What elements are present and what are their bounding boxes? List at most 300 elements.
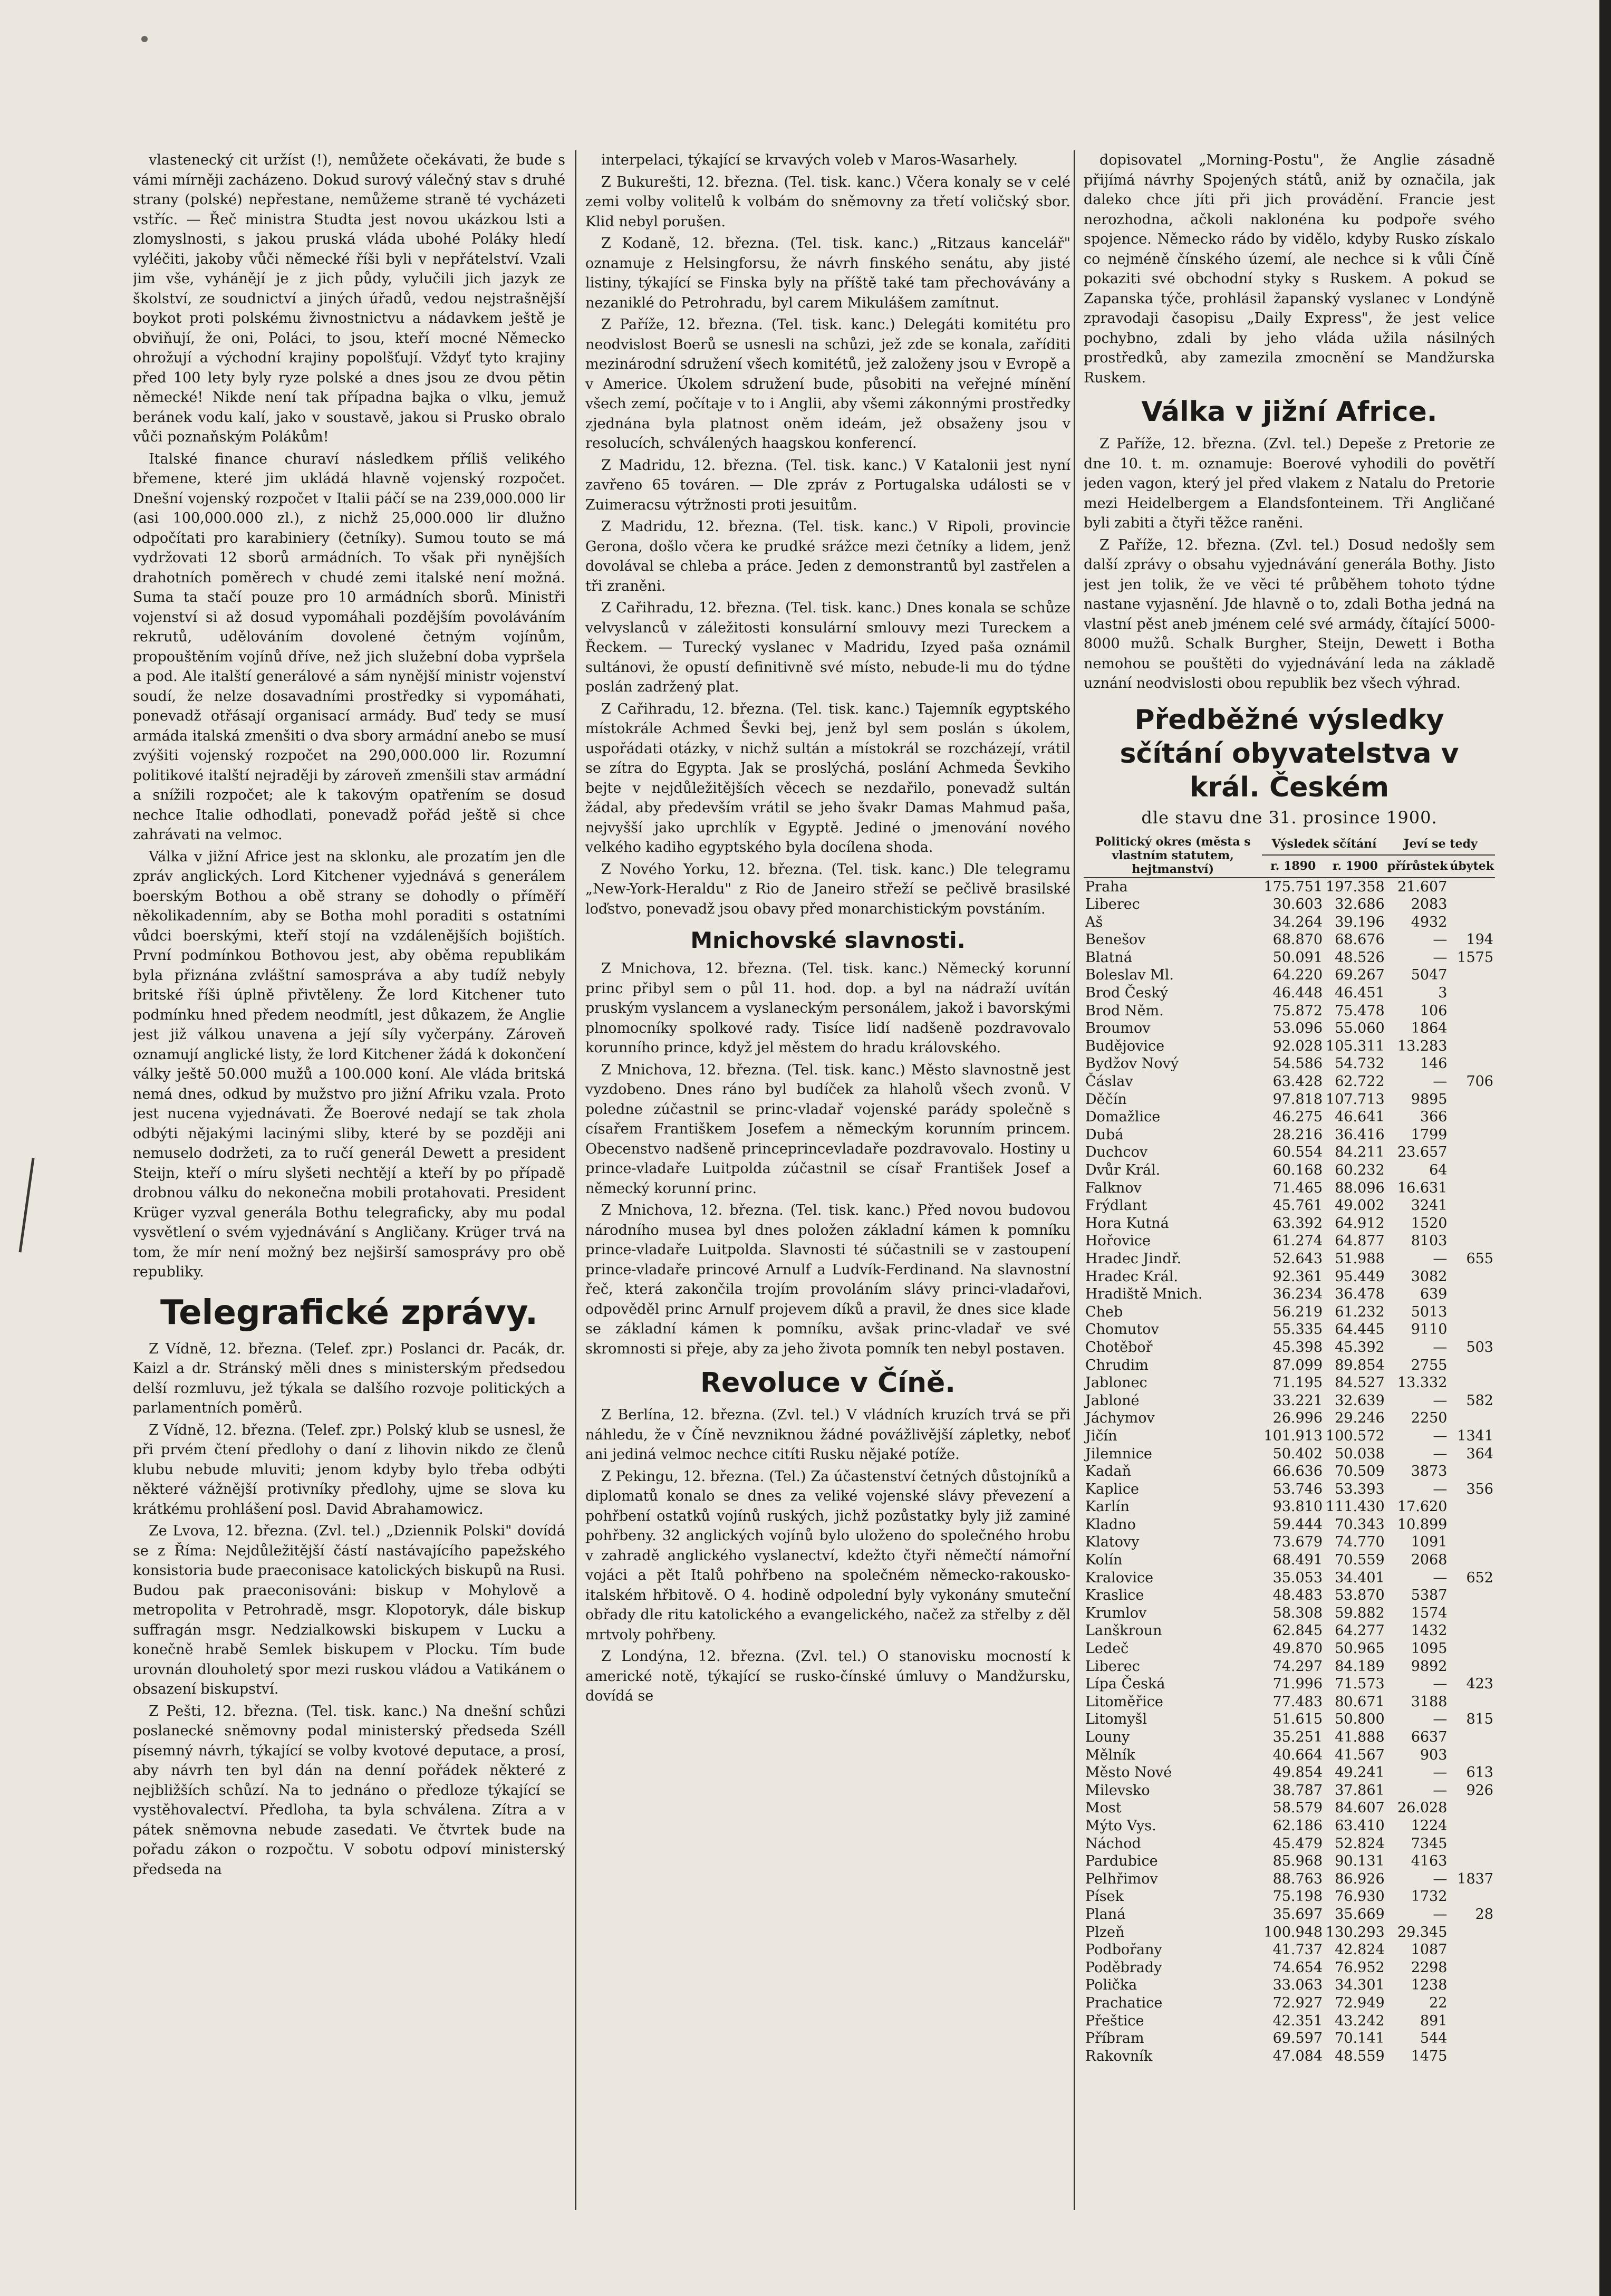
district-name: Brod Něm. bbox=[1085, 1002, 1164, 1019]
district-name: Náchod bbox=[1085, 1835, 1141, 1852]
census-value: 61.274 bbox=[1272, 1233, 1323, 1250]
census-value: 5387 bbox=[1411, 1587, 1448, 1604]
census-row bbox=[1084, 1339, 1495, 1357]
district-name: Kaplice bbox=[1085, 1481, 1139, 1497]
census-value: 87.099 bbox=[1272, 1357, 1323, 1373]
district-name: Klatovy bbox=[1085, 1534, 1140, 1551]
district-name: Jabloné bbox=[1085, 1392, 1140, 1409]
census-value: 40.664 bbox=[1272, 1746, 1323, 1763]
census-value: 52.643 bbox=[1272, 1250, 1323, 1267]
telegram-paragraph: Z Mnichova, 12. března. (Tel. tisk. kanc.) Město slavnostně jest vyzdobeno. Dnes ráno byl budíček za hlaholů všech zvonů. V poledne zúčastnil se princ-vladař vojenské parády společně s císařem Františkem Josefem a německým korunním princem. Obecenstvo nadšeně princeprincevladaře pozdravovalo. Hostiny u prince-vladaře Luitpolda zúčastnil se císař František Josef a německý korunní princ. bbox=[585, 1061, 1070, 1197]
census-value: 39.196 bbox=[1335, 914, 1385, 930]
census-value: 655 bbox=[1466, 1250, 1493, 1267]
census-value: 1238 bbox=[1411, 1977, 1448, 1994]
district-name: Frýdlant bbox=[1085, 1197, 1147, 1214]
census-value: 423 bbox=[1466, 1676, 1493, 1693]
district-name: Příbram bbox=[1085, 2030, 1144, 2047]
district-name: Dubá bbox=[1085, 1126, 1124, 1143]
census-value bbox=[1449, 1091, 1495, 1109]
census-row bbox=[1084, 1215, 1495, 1233]
census-row bbox=[1084, 1126, 1495, 1144]
census-column-header: přírůstek bbox=[1386, 855, 1449, 877]
census-value: — bbox=[1433, 1764, 1448, 1781]
telegram-paragraph: Z Paříže, 12. března. (Zvl. tel.) Depeše z Pretorie ze dne 10. t. m. oznamuje: Boerové vyhodili do povětří jeden vagon, který jel před vlakem z Natalu do Pretorie mezi Heidelbergem a Elandsfonteinem. Tři Angličané byli zabiti a čtyři těžce raněni. bbox=[1084, 436, 1495, 531]
column-rule-1 bbox=[575, 150, 576, 2210]
census-value: 70.141 bbox=[1335, 2030, 1385, 2047]
census-value: 64.277 bbox=[1335, 1622, 1385, 1639]
census-value: 7345 bbox=[1411, 1835, 1448, 1852]
census-column-header: úbytek bbox=[1449, 855, 1495, 877]
district-name: Liberec bbox=[1085, 896, 1140, 913]
census-column-header: Politický okres (města s vlastním statutem, hejtmanství) bbox=[1084, 834, 1262, 878]
district-name: Hořovice bbox=[1085, 1233, 1151, 1250]
census-value: 53.393 bbox=[1335, 1481, 1385, 1497]
census-value bbox=[1449, 2012, 1495, 2030]
census-value: 56.219 bbox=[1272, 1303, 1323, 1320]
census-value bbox=[1449, 1640, 1495, 1658]
census-value bbox=[1449, 1516, 1495, 1534]
census-value: 356 bbox=[1466, 1481, 1493, 1497]
census-value: 38.787 bbox=[1272, 1782, 1323, 1799]
census-value: 66.636 bbox=[1272, 1463, 1323, 1480]
census-value: 42.824 bbox=[1335, 1942, 1385, 1958]
census-column-header: Výsledek sčítání bbox=[1262, 834, 1386, 856]
article-paragraph: Válka v jižní Africe jest na sklonku, ale prozatím jen dle zpráv anglických. Lord Kitchener vyjednává s generálem boerským Bothou a obě strany se dohodly o příměří několikadenním, aby se Botha mohl poraditi s ostatními vůdci boerskými, kteří stojí na vzdálenějších bojištích. První podmínkou Bothovou jest, aby oběma republikám byla přiznána zvláštní samospráva a aby tudíž nebyly britské říši úplně přivtěleny. Že lord Kitchener tuto podmínku hned předem neodmítl, jest důkazem, že Anglie jest již válkou unavena a její síly vyčerpány. Zároveň oznamují anglické listy, že lord Kitchener žádá k dokončení války ještě 50.000 mužů a 100.000 koní. Ale vláda britská nemá dnes, odkud by mužstvo pro jižní Afriku vzala. Proto jest nucena vyjednávati. Že Boerové nedají se tak zhola odbýti nějakými lacinými sliby, které by se později ani nemuselo dodržeti, za to ručí generál Dewett a president Steijn, kteří o míru slyšeti nechtějí a kteří by po případě drobnou válku do nekonečna mobili protahovati. President Krüger vyzval generála Bothu telegraficky, aby mu podal vysvětlení o svém vyjednávání s Angličany. Krüger trvá na tom, že mír není možný bez nejširší samosprávy pro obě republiky. bbox=[133, 848, 565, 1280]
district-name: Čáslav bbox=[1085, 1073, 1133, 1090]
census-value: 35.251 bbox=[1272, 1729, 1323, 1745]
census-value: 42.351 bbox=[1272, 2012, 1323, 2029]
census-row bbox=[1084, 1250, 1495, 1268]
census-value: 68.870 bbox=[1272, 931, 1323, 948]
district-name: Milevsko bbox=[1085, 1782, 1150, 1799]
census-value bbox=[1449, 1357, 1495, 1375]
census-value bbox=[1449, 1002, 1495, 1020]
census-value: 46.275 bbox=[1272, 1109, 1323, 1126]
census-value bbox=[1449, 1817, 1495, 1835]
district-name: Lanškroun bbox=[1085, 1622, 1162, 1639]
district-name: Pelhřimov bbox=[1085, 1870, 1158, 1887]
census-row bbox=[1084, 1516, 1495, 1534]
census-value: 1224 bbox=[1411, 1817, 1448, 1834]
census-value: 50.091 bbox=[1272, 949, 1323, 966]
census-value bbox=[1449, 2030, 1495, 2048]
census-row bbox=[1084, 1764, 1495, 1782]
census-value bbox=[1449, 1463, 1495, 1481]
census-value: 130.293 bbox=[1326, 1924, 1385, 1940]
census-value: 17.620 bbox=[1397, 1498, 1448, 1515]
census-value: 93.810 bbox=[1272, 1498, 1323, 1515]
census-row bbox=[1084, 949, 1495, 967]
census-value: 48.483 bbox=[1272, 1587, 1323, 1604]
telegram-paragraph: Z Vídně, 12. března. (Telef. zpr.) Poslanci dr. Pacák, dr. Kaizl a dr. Stránský měli dnes s ministerským předsedou delší rozmluvu, jež týkala se dalšího rozvoje politických a parlamentních poměrů. bbox=[133, 1340, 565, 1416]
census-value: 3873 bbox=[1411, 1463, 1448, 1480]
telegram-paragraph: Z Mnichova, 12. března. (Tel. tisk. kanc.) Německý korunní princ přibyl sem o půl 11. hod. dop. a byl na nádraží uvítán pruským vyslancem a vyslaneckým personálem, jakož i bavorskými plnomocníky spolkové rady. Tisíce lidí nadšeně pozdravovalo korunního prince, když jel městem do hradu královského. bbox=[585, 960, 1070, 1056]
census-row bbox=[1084, 1746, 1495, 1764]
column-3 bbox=[1084, 150, 1495, 2065]
district-name: Aš bbox=[1085, 914, 1103, 930]
census-row bbox=[1084, 1799, 1495, 1817]
census-value: 10.899 bbox=[1397, 1516, 1448, 1533]
census-value bbox=[1449, 1144, 1495, 1161]
census-value: 5013 bbox=[1411, 1303, 1448, 1320]
census-value: 74.654 bbox=[1272, 1959, 1323, 1976]
census-value: 84.607 bbox=[1335, 1800, 1385, 1817]
district-name: Prachatice bbox=[1085, 1994, 1163, 2011]
census-value bbox=[1449, 1835, 1495, 1853]
census-value: 59.882 bbox=[1335, 1605, 1385, 1621]
census-value bbox=[1449, 1108, 1495, 1126]
census-row bbox=[1084, 2030, 1495, 2048]
census-value: 613 bbox=[1466, 1764, 1493, 1781]
district-name: Mělník bbox=[1085, 1746, 1135, 1763]
article-paragraph: dopisovatel „Morning-Postu", že Anglie zásadně přijímá návrhy Spojených států, aniž by označila, jak daleko chce jíti při jich provádění. Francie jest nerozhodna, ačkoli naklonéna ku podpoře svého spojence. Německo rádo by vidělo, kdyby Rusko získalo co nejméně čínského území, ale nechce si k vůli Číně pokaziti své obchodní styky s Ruskem. A pokud se Zapanska týče, prohlásil žapanský vyslanec v Londýně zpravodaji časopisu „Daily Express", že jest velice pochybno, zdali by jeho vláda užila násilných prostředků, aby zamezila zmocnění se Mandžurska Ruskem. bbox=[1084, 152, 1495, 386]
census-value: 639 bbox=[1420, 1286, 1448, 1303]
census-value: 50.402 bbox=[1272, 1445, 1323, 1462]
census-value: 2250 bbox=[1411, 1410, 1448, 1427]
district-name: Hradec Král. bbox=[1085, 1268, 1178, 1285]
census-value: 60.232 bbox=[1335, 1162, 1385, 1178]
census-value: 32.639 bbox=[1335, 1392, 1385, 1409]
census-value: 55.060 bbox=[1335, 1020, 1385, 1037]
telegram-paragraph: Z Madridu, 12. března. (Tel. tisk. kanc.) V Ripoli, provincie Gerona, došlo včera ke prudké srážce mezi četníky a lidem, jenž dovolával se chleba a práce. Jeden z demonstrantů byl zastřelen a tři zraněni. bbox=[585, 518, 1070, 594]
census-value: 51.988 bbox=[1335, 1250, 1385, 1267]
census-value: 49.241 bbox=[1335, 1764, 1385, 1781]
telegram-paragraph: Z Pešti, 12. března. (Tel. tisk. kanc.) Na dnešní schůzi poslanecké sněmovny podal ministerský předseda Széll písemný návrh, týkající se volby kvotové deputace, a prosí, aby návrh ten byl dán na denní pořádek některé z nejbližších schůzí. Na to jednáno o předloze týkající se vystěhovalectví. Předloha, ta byla schválena. Zítra a v pátek sněmovna nebude zasedati. Ve čtvrtek bude na pořadu zákon o rozpočtu. V sobotu odpoví ministerský předseda na bbox=[133, 1703, 565, 1878]
census-value: 35.669 bbox=[1335, 1906, 1385, 1923]
census-value: 49.002 bbox=[1335, 1197, 1385, 1214]
census-value: 26.996 bbox=[1272, 1410, 1323, 1427]
census-row bbox=[1084, 1445, 1495, 1463]
census-row bbox=[1084, 1711, 1495, 1728]
page-edge-shadow bbox=[1599, 0, 1611, 2296]
census-value: — bbox=[1433, 949, 1448, 966]
district-name: Kraslice bbox=[1085, 1587, 1144, 1604]
census-row bbox=[1084, 1622, 1495, 1640]
census-value: 45.761 bbox=[1272, 1197, 1323, 1214]
telegram-paragraph: Z Paříže, 12. března. (Zvl. tel.) Dosud nedošly sem další zprávy o obsahu vyjednávání generála Bothy. Jisto jest jen tolik, že ve věci té průběhem tohoto týdne nastane vyjasnění. Jde hlavně o to, zdali Botha jedná na vlastní pěst aneb jménem celé své armády, čítající 5000-8000 mužů. Schalk Burgher, Steijn, Dewett i Botha nemohou se pouštěti do vyjednávání leda na základě uznání neodvislosti obou republik bez všech výhrad. bbox=[1084, 536, 1495, 691]
census-row bbox=[1084, 1055, 1495, 1073]
census-value: 891 bbox=[1420, 2012, 1448, 2029]
census-value: 22 bbox=[1429, 1994, 1448, 2011]
census-value: 71.573 bbox=[1335, 1676, 1385, 1693]
census-value: 544 bbox=[1420, 2030, 1448, 2047]
district-name: Bydžov Nový bbox=[1085, 1055, 1179, 1072]
census-row bbox=[1084, 1605, 1495, 1622]
census-value: 90.131 bbox=[1335, 1853, 1385, 1870]
census-value: 64.445 bbox=[1335, 1321, 1385, 1338]
census-value: 73.679 bbox=[1272, 1534, 1323, 1551]
census-row bbox=[1084, 1073, 1495, 1091]
census-value bbox=[1449, 1179, 1495, 1197]
census-value: 92.028 bbox=[1272, 1037, 1323, 1054]
district-name: Louny bbox=[1085, 1729, 1130, 1745]
census-column-header: Jeví se tedy bbox=[1386, 834, 1495, 856]
census-value: 50.800 bbox=[1335, 1711, 1385, 1728]
census-value: 1837 bbox=[1457, 1870, 1493, 1887]
census-value: — bbox=[1433, 931, 1448, 948]
census-value bbox=[1449, 914, 1495, 931]
census-value: 63.392 bbox=[1272, 1215, 1323, 1232]
census-value: 32.686 bbox=[1335, 896, 1385, 913]
census-value: 34.301 bbox=[1335, 1977, 1385, 1994]
district-name: Most bbox=[1085, 1800, 1122, 1817]
census-value: 29.246 bbox=[1335, 1410, 1385, 1427]
census-row bbox=[1084, 1569, 1495, 1587]
district-name: Brod Český bbox=[1085, 985, 1168, 1002]
census-column-header: r. 1900 bbox=[1324, 855, 1386, 877]
census-row bbox=[1084, 931, 1495, 949]
census-row bbox=[1084, 1693, 1495, 1711]
census-value: 3188 bbox=[1411, 1693, 1448, 1710]
census-row bbox=[1084, 896, 1495, 914]
census-value: — bbox=[1433, 1445, 1448, 1462]
census-value: 49.854 bbox=[1272, 1764, 1323, 1781]
section-heading-war: Válka v jižní Africe. bbox=[1141, 396, 1438, 428]
census-value bbox=[1449, 1693, 1495, 1711]
census-value: 59.444 bbox=[1272, 1516, 1323, 1533]
census-value: 45.392 bbox=[1335, 1339, 1385, 1356]
census-value: 70.509 bbox=[1335, 1463, 1385, 1480]
census-value: 88.763 bbox=[1272, 1870, 1323, 1887]
census-value: 3082 bbox=[1411, 1268, 1448, 1285]
district-name: Chrudim bbox=[1085, 1357, 1149, 1373]
census-value: 652 bbox=[1466, 1569, 1493, 1586]
telegram-paragraph: Z Paříže, 12. března. (Tel. tisk. kanc.) Delegáti komitétu pro neodvislost Boerů se usnesli na schůzi, jež zde se konala, zaříditi mezinárodní sdružení všech komitétů, jež založeny jsou v Evropě a v Americe. Úkolem sdružení bude, působiti na veřejné mínění všech zemí, počítaje v to i Anglii, aby všemi zákonnými prostředky zjednána byla platnost oněm ideám, jež obsaženy jsou v resolucích, schválených haagskou konferencí. bbox=[585, 316, 1070, 451]
census-subheading: dle stavu dne 31. prosince 1900. bbox=[1141, 807, 1438, 828]
census-value: 1864 bbox=[1411, 1020, 1448, 1037]
census-row bbox=[1084, 1481, 1495, 1498]
census-value: 63.428 bbox=[1272, 1073, 1323, 1090]
census-value bbox=[1449, 1799, 1495, 1817]
census-row bbox=[1084, 1782, 1495, 1800]
census-value: 29.345 bbox=[1397, 1924, 1448, 1940]
census-value: 175.751 bbox=[1263, 878, 1323, 895]
census-value: 84.211 bbox=[1335, 1144, 1385, 1161]
district-name: Mýto Vys. bbox=[1085, 1817, 1156, 1834]
census-value: 2068 bbox=[1411, 1552, 1448, 1569]
census-value: 1475 bbox=[1411, 2048, 1448, 2064]
census-value: — bbox=[1433, 1427, 1448, 1444]
census-value: 64.912 bbox=[1335, 1215, 1385, 1232]
census-row bbox=[1084, 1285, 1495, 1303]
census-row bbox=[1084, 1835, 1495, 1853]
census-value: 35.053 bbox=[1272, 1569, 1323, 1586]
district-name: Plzeň bbox=[1085, 1924, 1125, 1940]
census-value: 76.930 bbox=[1335, 1888, 1385, 1905]
census-value: 43.242 bbox=[1335, 2012, 1385, 2029]
census-value: 75.872 bbox=[1272, 1002, 1323, 1019]
district-name: Ledeč bbox=[1085, 1640, 1129, 1657]
census-value: 60.554 bbox=[1272, 1144, 1323, 1161]
census-value: 1095 bbox=[1411, 1640, 1448, 1657]
district-name: Přeštice bbox=[1085, 2012, 1144, 2029]
census-row bbox=[1084, 1959, 1495, 1977]
census-row bbox=[1084, 1392, 1495, 1410]
census-value: 76.952 bbox=[1335, 1959, 1385, 1976]
census-value: 9110 bbox=[1411, 1321, 1448, 1338]
census-row bbox=[1084, 1197, 1495, 1215]
census-row bbox=[1084, 1409, 1495, 1427]
census-value: — bbox=[1433, 1073, 1448, 1090]
census-value: — bbox=[1433, 1481, 1448, 1497]
census-value: 45.398 bbox=[1272, 1339, 1323, 1356]
district-name: Falknov bbox=[1085, 1179, 1142, 1196]
census-row bbox=[1084, 1852, 1495, 1870]
district-name: Podbořany bbox=[1085, 1942, 1162, 1958]
census-value bbox=[1449, 1728, 1495, 1746]
census-value: 71.465 bbox=[1272, 1179, 1323, 1196]
census-value bbox=[1449, 1303, 1495, 1321]
census-value: 106 bbox=[1420, 1002, 1448, 1019]
census-value: 16.631 bbox=[1397, 1179, 1448, 1196]
telegram-paragraph: Z Bukurešti, 12. března. (Tel. tisk. kanc.) Včera konaly se v celé zemi volby volitelů k volbám do sněmovny za třetí voličský sbor. Klid nebyl porušen. bbox=[585, 174, 1070, 230]
census-value: 46.448 bbox=[1272, 985, 1323, 1002]
census-value bbox=[1449, 1746, 1495, 1764]
district-name: Rakovník bbox=[1085, 2048, 1153, 2064]
article-paragraph: Italské finance churaví následkem příliš velikého břemene, které jim ukládá hlavně vojenský rozpočet. Dnešní vojenský rozpočet v Italii páčí se na 239,000.000 lir (asi 100,000.000 zl.), z nichž 25,000.000 lir dlužno odpočítati pro karabiniery (četníky). Sumou touto se má vydržovati 12 sborů armádních. To však při nynějších drahotních poměrech v chudé zemi italské není možná. Suma ta stačí pouze pro 10 armádních sborů. Ministři vojenství si až dosud vypomáhali pozdějším povoláváním rekrutů, udělováním dovolené četným vojínům, propouštěním vojínů dříve, než jich služební doba vypršela a pod. Ale italští generálové a sám nynější ministr vojenství soudí, že nelze dosavadními prostředky si vypomáhati, ponevadž otřásají organisací armády. Buď tedy se musí armáda italská zmenšiti o dva sbory armádní anebo se musí zvýšiti vojenský rozpočet na 290,000.000 lir. Rozumní politikové italští nejraději by zároveň zmenšili stav armádní a snížili rozpočet; ale k takovým opatřením se dosud nechce Italie odhodlati, ponevadž pořád ještě si chce zahrávati na velmoc. bbox=[133, 450, 565, 843]
census-value: 48.526 bbox=[1335, 949, 1385, 966]
district-name: Polička bbox=[1085, 1977, 1137, 1994]
census-value: 194 bbox=[1466, 931, 1493, 948]
census-row bbox=[1084, 878, 1495, 896]
telegram-paragraph: Z Londýna, 12. března. (Zvl. tel.) O stanovisku mocností k americké notě, týkající se rusko-čínské úmluvy o Mandžursku, dovídá se bbox=[585, 1648, 1070, 1704]
column-1 bbox=[133, 150, 565, 1881]
census-value: 36.234 bbox=[1272, 1286, 1323, 1303]
census-value: — bbox=[1433, 1782, 1448, 1799]
census-row bbox=[1084, 914, 1495, 931]
district-name: Písek bbox=[1085, 1888, 1124, 1905]
census-value: 1732 bbox=[1411, 1888, 1448, 1905]
district-name: Pardubice bbox=[1085, 1853, 1158, 1870]
census-value bbox=[1449, 1888, 1495, 1906]
census-value: 86.926 bbox=[1335, 1870, 1385, 1887]
census-value: 107.713 bbox=[1326, 1091, 1385, 1108]
census-heading: Předběžné výsledky sčítání obyvatelstva v král. Českém bbox=[1120, 704, 1459, 803]
district-name: Planá bbox=[1085, 1906, 1126, 1923]
census-value: 503 bbox=[1466, 1339, 1493, 1356]
census-value: 89.854 bbox=[1335, 1357, 1385, 1373]
census-value: 2298 bbox=[1411, 1959, 1448, 1976]
census-value: 2083 bbox=[1411, 896, 1448, 913]
census-value: 53.746 bbox=[1272, 1481, 1323, 1497]
census-value: 366 bbox=[1420, 1109, 1448, 1126]
census-value bbox=[1449, 1587, 1495, 1605]
census-value: 47.084 bbox=[1272, 2048, 1323, 2064]
census-value bbox=[1449, 966, 1495, 984]
district-name: Kladno bbox=[1085, 1516, 1136, 1533]
census-value: 35.697 bbox=[1272, 1906, 1323, 1923]
district-name: Duchcov bbox=[1085, 1144, 1148, 1161]
census-value: 53.870 bbox=[1335, 1587, 1385, 1604]
census-value: 88.096 bbox=[1335, 1179, 1385, 1196]
census-value: — bbox=[1433, 1339, 1448, 1356]
census-value: 46.641 bbox=[1335, 1109, 1385, 1126]
census-value: 6637 bbox=[1411, 1729, 1448, 1745]
census-value: 74.770 bbox=[1335, 1534, 1385, 1551]
census-value: 71.996 bbox=[1272, 1676, 1323, 1693]
census-value: 74.297 bbox=[1272, 1658, 1323, 1675]
census-value: 54.586 bbox=[1272, 1055, 1323, 1072]
census-value: — bbox=[1433, 1250, 1448, 1267]
census-value: 903 bbox=[1420, 1746, 1448, 1763]
census-value: 41.567 bbox=[1335, 1746, 1385, 1763]
census-row bbox=[1084, 2012, 1495, 2030]
census-value: 92.361 bbox=[1272, 1268, 1323, 1285]
district-name: Praha bbox=[1085, 878, 1128, 895]
census-row bbox=[1084, 1888, 1495, 1906]
ink-speck bbox=[141, 36, 148, 42]
census-value bbox=[1449, 1126, 1495, 1144]
census-row bbox=[1084, 1906, 1495, 1924]
district-name: Dvůr Král. bbox=[1085, 1162, 1161, 1178]
census-value bbox=[1449, 1551, 1495, 1569]
census-value bbox=[1449, 1533, 1495, 1551]
census-value: 62.722 bbox=[1335, 1073, 1385, 1090]
census-value bbox=[1449, 878, 1495, 896]
census-value bbox=[1449, 1976, 1495, 1994]
census-row bbox=[1084, 1427, 1495, 1445]
census-value: 45.479 bbox=[1272, 1835, 1323, 1852]
census-value: 815 bbox=[1466, 1711, 1493, 1728]
census-value: 70.343 bbox=[1335, 1516, 1385, 1533]
census-row bbox=[1084, 1870, 1495, 1888]
census-value: 97.818 bbox=[1272, 1091, 1323, 1108]
telegram-paragraph: Ze Lvova, 12. března. (Zvl. tel.) „Dziennik Polski" dovídá se z Říma: Nejdůležitější částí nastávajícího papežského konsistoria bude praeconisace katolických biskupů na Rusi. Budou pak praeconisováni: biskup v Mohylově a metropolita v Petrohradě, msgr. Klopotoryk, dále biskup suffragán msgr. Nedzialkowski biskupem v Lucku a konečně hrabě Semlek biskupem v Plocku. Tím bude urovnán dlouholetý spor mezi ruskou vládou a Vatikánem o obsazení biskupství. bbox=[133, 1523, 565, 1697]
census-value: — bbox=[1433, 1711, 1448, 1728]
telegram-paragraph: Z Madridu, 12. března. (Tel. tisk. kanc.) V Katalonii jest nyní zavřeno 65 továren. — Dle zpráv z Portugalska události se v Zuimeracsu výtržnosti proti jesuitům. bbox=[585, 457, 1070, 513]
census-value: 72.927 bbox=[1272, 1994, 1323, 2011]
census-value: 3241 bbox=[1411, 1197, 1448, 1214]
census-value: 4163 bbox=[1411, 1853, 1448, 1870]
census-value bbox=[1449, 1409, 1495, 1427]
census-row bbox=[1084, 1587, 1495, 1605]
census-value: 58.308 bbox=[1272, 1605, 1323, 1621]
census-value: 68.676 bbox=[1335, 931, 1385, 948]
census-row bbox=[1084, 1941, 1495, 1959]
census-row bbox=[1084, 1640, 1495, 1658]
census-value: 1087 bbox=[1411, 1942, 1448, 1958]
census-value: 50.965 bbox=[1335, 1640, 1385, 1657]
census-value bbox=[1449, 1924, 1495, 1942]
telegram-paragraph: Z Pekingu, 12. března. (Tel.) Za účastenství četných důstojníků a diplomatů konalo se dnes za veliké vojenské slávy převezení a pohřbení ostatků vojínů ruských, jichž pozůstatky byly již zaminé pohřbeny. 32 anglických vojínů bylo uloženo do společného hrobu v zahradě anglického vyslanectví, kdežto čtyři němečtí námořní vojáci a pět Italů pohřbeno na společném německo-rakousko-italském hřbitově. O 4. hodině odpolední byly vykonány smuteční obřady dle ritu katolického a evangelického, načež za střelby z děl mrtvoly pohřbeny. bbox=[585, 1468, 1070, 1643]
census-row bbox=[1084, 1498, 1495, 1516]
census-value: 36.416 bbox=[1335, 1126, 1385, 1143]
census-value: 69.267 bbox=[1335, 967, 1385, 984]
census-value: 26.028 bbox=[1397, 1800, 1448, 1817]
census-value: 41.888 bbox=[1335, 1729, 1385, 1745]
census-value: 62.186 bbox=[1272, 1817, 1323, 1834]
census-value: — bbox=[1433, 1870, 1448, 1887]
census-value: 111.430 bbox=[1326, 1498, 1385, 1515]
census-value: 77.483 bbox=[1272, 1693, 1323, 1710]
census-value: 1341 bbox=[1457, 1427, 1493, 1444]
census-value bbox=[1449, 1994, 1495, 2012]
census-value: 84.189 bbox=[1335, 1658, 1385, 1675]
district-name: Krumlov bbox=[1085, 1605, 1147, 1621]
census-value: 37.861 bbox=[1335, 1782, 1385, 1799]
census-row bbox=[1084, 1976, 1495, 1994]
census-value: 2755 bbox=[1411, 1357, 1448, 1373]
margin-pencil-mark bbox=[18, 1158, 34, 1253]
census-value: 1575 bbox=[1457, 949, 1493, 966]
census-value bbox=[1449, 1622, 1495, 1640]
census-value: 9895 bbox=[1411, 1091, 1448, 1108]
census-value bbox=[1449, 1197, 1495, 1215]
district-name: Boleslav Ml. bbox=[1085, 967, 1174, 984]
census-value: 69.597 bbox=[1272, 2030, 1323, 2047]
census-value: 36.478 bbox=[1335, 1286, 1385, 1303]
article-paragraph: vlastenecký cit uržíst (!), nemůžete očekávati, že bude s vámi mírněji zacházeno. Dokud surový válečný stav s druhé strany (polské) nepřestane, nemůžeme straně té vycházeti vstříc. — Řeč ministra Studta jest novou ukázkou lsti a zlomyslnosti, s jakou pruská vláda ubohé Poláky hledí vyléčiti, jakoby vůči německé říši byli v nepřátelství. Vzali jim vše, vyhánějí je z jich půdy, vylučili jich jazyk ze školství, ze soudnictví a jiných úřadů, vedou nejstrašnější boykot proti polskému živnostnictvu a nádavkem ještě je obviňují, že oni, Poláci, to jsou, kteří mocné Německo ohrožují a východní krajiny popolšťují. Vždyť tyto krajiny před 100 lety byly ryze polské a dnes jsou ze dvou pětin německé! Nikde není tak případna bajka o vlku, jemuž beránek vodu kalí, jako v soustavě, jakou si Prusko obralo vůči poznaňským Polákům! bbox=[133, 152, 565, 445]
